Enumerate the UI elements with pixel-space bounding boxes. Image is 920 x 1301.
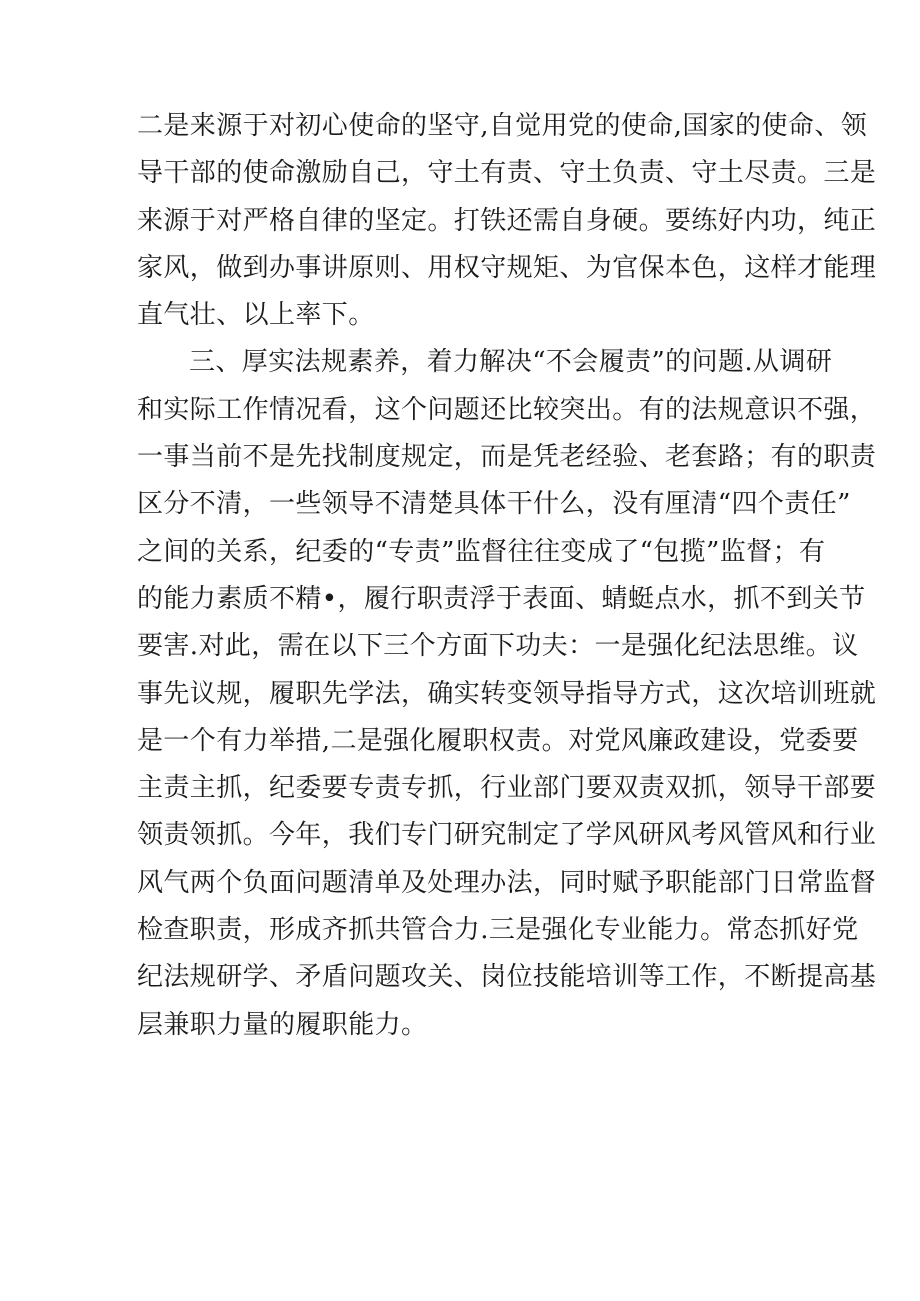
paragraph-line: 事先议规，履职先学法，确实转变领导指导方式，这次培训班就	[137, 678, 877, 709]
paragraph-1	[137, 103, 877, 339]
paragraph-line: 纪法规研学、矛盾问题攻关、岗位技能培训等工作，不断提高基	[137, 962, 877, 993]
paragraph-line: 要害.对此，需在以下三个方面下功夫：一是强化纪法思维。议	[137, 631, 859, 662]
paragraph-line: 二是来源于对初心使命的坚守,自觉用党的使命,国家的使命、领	[137, 111, 868, 141]
paragraph-line: 之间的关系，纪委的“专责”监督往往变成了“包揽”监督；有	[137, 536, 826, 567]
paragraph-line: 直气壮、以上率下。	[137, 300, 375, 331]
document-body	[137, 103, 877, 1049]
paragraph-line: 来源于对严格自律的坚定。打铁还需自身硬。要练好内功，纯正	[137, 205, 877, 236]
paragraph-line: 和实际工作情况看，这个问题还比较突出。有的法规意识不强，	[137, 394, 877, 425]
paragraph-line: 检查职责，形成齐抓共管合力.三是强化专业能力。常态抓好党	[137, 915, 859, 946]
paragraph-line: 三、厚实法规素养，着力解决“不会履责”的问题.从调研	[189, 347, 833, 378]
paragraph-line: 领责领抓。今年，我们专门研究制定了学风研风考风管风和行业	[137, 820, 877, 851]
paragraph-line: 风气两个负面问题清单及处理办法，同时赋予职能部门日常监督	[137, 867, 877, 898]
paragraph-line: 家风，做到办事讲原则、用权守规矩、为官保本色，这样才能理	[137, 252, 877, 283]
paragraph-line: 一事当前不是先找制度规定，而是凭老经验、老套路；有的职责	[137, 442, 877, 473]
paragraph-line: 导干部的使命激励自己，守土有责、守土负责、守土尽责。三是	[137, 158, 877, 189]
paragraph-line: 区分不清，一些领导不清楚具体干什么，没有厘清“四个责任”	[137, 489, 851, 520]
paragraph-line: 层兼职力量的履职能力。	[137, 1009, 428, 1040]
paragraph-2	[137, 339, 877, 1048]
paragraph-line: 主责主抓，纪委要专责专抓，行业部门要双责双抓，领导干部要	[137, 773, 877, 804]
paragraph-line: 是一个有力举措,二是强化履职权责。对党风廉政建设，党委要	[137, 725, 859, 756]
paragraph-line: 的能力素质不精•，履行职责浮于表面、蜻蜓点水，抓不到关节	[137, 583, 866, 614]
